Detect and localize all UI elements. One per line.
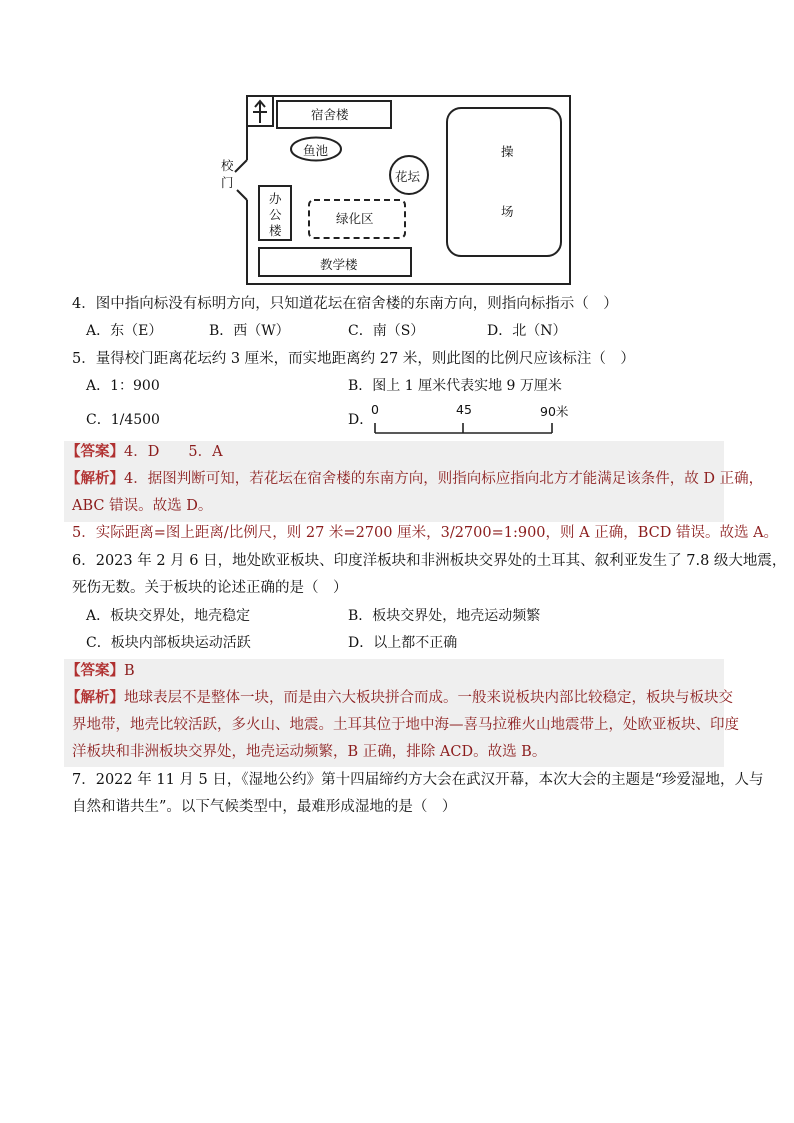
analysis-4-line-2: ABC 错误。故选 D。 [72, 498, 213, 514]
q4-option-b: B．西（W） [209, 323, 290, 339]
question-5-stem: 5．量得校门距离花坛约 3 厘米，而实地距离约 27 米，则此图的比例尺应该标注（ ） [72, 351, 635, 367]
analysis-6-line-2: 界地带，地壳比较活跃，多火山、地震。土耳其位于地中海—喜马拉雅火山地震带上，处欧亚板块、印度 [72, 717, 739, 733]
scale-label-45: 45 [456, 402, 472, 417]
answer-label: 【答案】 [66, 662, 124, 679]
playground [447, 108, 561, 256]
q6-option-c: C．板块内部板块运动活跃 [86, 635, 251, 651]
q6-option-a: A．板块交界处，地壳稳定 [86, 608, 251, 624]
scale-label-90: 90米 [540, 404, 569, 419]
answer-6 [66, 661, 135, 681]
q6-option-b: B．板块交界处，地壳运动频繁 [348, 608, 541, 624]
map-label-office-2: 公 [269, 207, 282, 222]
answer-4-5 [66, 442, 223, 462]
analysis-label: 【解析】 [66, 470, 124, 487]
analysis-6-line-1 [66, 688, 733, 708]
analysis-6-line-3: 洋板块和非洲板块交界处，地壳运动频繁，B 正确，排除 ACD。故选 B。 [72, 744, 547, 760]
map-label-flower-bed: 花坛 [395, 169, 421, 184]
map-label-fish-pond: 鱼池 [303, 143, 329, 158]
analysis-5-line: 5．实际距离=图上距离/比例尺，则 27 米=2700 厘米，3/2700=1:900，则 A 正确，BCD 错误。故选 A。 [72, 525, 779, 541]
line-scale [370, 418, 560, 438]
q4-option-d: D．北（N） [487, 323, 567, 339]
scale-label-0: 0 [371, 402, 379, 417]
map-label-gate-1: 校 [221, 158, 234, 173]
question-6-stem-2: 死伤无数。关于板块的论述正确的是（ ） [72, 580, 348, 596]
map-label-office-1: 办 [269, 191, 282, 206]
map-label-gate-2: 门 [221, 175, 234, 190]
answer-text: 4．D 5．A [124, 444, 223, 460]
map-label-teaching: 教学楼 [320, 257, 358, 272]
q6-option-d: D．以上都不正确 [348, 635, 458, 651]
analysis-label: 【解析】 [66, 689, 124, 706]
q5-option-d: D． [348, 412, 374, 428]
q4-option-c: C．南（S） [348, 323, 425, 339]
answer-label: 【答案】 [66, 443, 124, 460]
q5-option-b: B．图上 1 厘米代表实地 9 万厘米 [348, 378, 562, 394]
q5-option-c: C．1/4500 [86, 412, 160, 428]
map-label-playground-2: 场 [501, 204, 514, 219]
gate-line-bottom [237, 190, 247, 200]
q5-option-a: A．1：900 [86, 378, 160, 394]
analysis-text: 4．据图判断可知，若花坛在宿舍楼的东南方向，则指向标应指向北方才能满足该条件，故 D 正确， [124, 471, 764, 487]
question-4-stem: 4．图中指向标没有标明方向，只知道花坛在宿舍楼的东南方向，则指向标指示（ ） [72, 296, 618, 312]
map-label-dormitory: 宿舍楼 [311, 107, 349, 122]
map-label-playground-1: 操 [501, 144, 514, 159]
q4-option-a: A．东（E） [86, 323, 163, 339]
map-label-office-3: 楼 [269, 223, 282, 238]
map-label-green-area: 绿化区 [336, 211, 374, 226]
analysis-4-line-1 [66, 469, 763, 489]
question-7-stem-2: 自然和谐共生”。以下气候类型中，最难形成湿地的是（ ） [72, 799, 457, 815]
answer-text: B [124, 663, 135, 679]
gate-line-top [235, 160, 247, 172]
analysis-text: 地球表层不是整体一块，而是由六大板块拼合而成。一般来说板块内部比较稳定，板块与板块交 [124, 690, 733, 706]
question-6-stem-1: 6．2023 年 2 月 6 日，地处欧亚板块、印度洋板块和非洲板块交界处的土耳其、叙利亚发生了 7.8 级大地震， [72, 553, 787, 569]
question-7-stem-1: 7．2022 年 11 月 5 日，《湿地公约》第十四届缔约方大会在武汉开幕，本次大会的主题是“珍爱湿地，人与 [72, 772, 764, 788]
